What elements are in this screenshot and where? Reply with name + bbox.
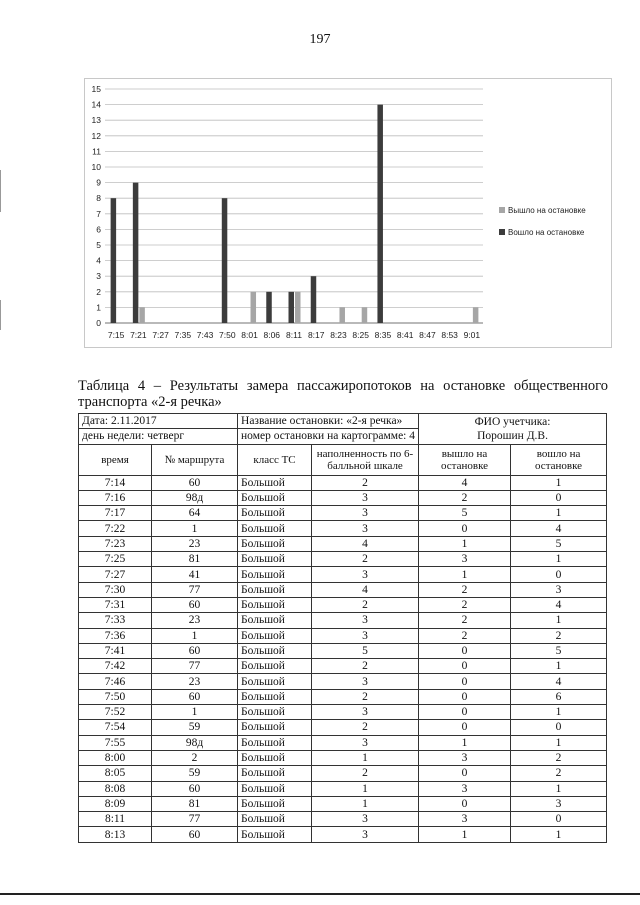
scan-margin-mark — [0, 300, 1, 330]
cell-fullness: 3 — [312, 506, 419, 521]
counter-cell — [419, 414, 607, 445]
y-tick-label: 11 — [92, 146, 101, 157]
cell-fullness: 2 — [312, 597, 419, 612]
cell-class: Большой — [238, 506, 312, 521]
x-tick-label: 7:15 — [107, 330, 125, 340]
y-tick-label: 3 — [96, 271, 101, 282]
cell-exited: 2 — [419, 628, 511, 643]
cell-route: 81 — [152, 796, 238, 811]
cell-time: 7:42 — [79, 659, 152, 674]
page-bottom-rule — [0, 893, 640, 895]
chart-legend — [499, 199, 586, 243]
y-tick-label: 7 — [96, 208, 101, 219]
cell-class: Большой — [238, 689, 312, 704]
cell-route: 2 — [152, 750, 238, 765]
cell-fullness: 3 — [312, 613, 419, 628]
cell-exited: 2 — [419, 582, 511, 597]
cell-fullness: 4 — [312, 536, 419, 551]
legend-item-entered — [499, 221, 586, 243]
y-tick-label: 2 — [96, 286, 101, 297]
table-row — [79, 597, 607, 612]
table-row — [79, 490, 607, 505]
cell-exited: 0 — [419, 689, 511, 704]
cell-fullness: 3 — [312, 490, 419, 505]
table-row — [79, 735, 607, 750]
table-row — [79, 521, 607, 536]
y-tick-label: 10 — [91, 162, 101, 172]
cell-fullness: 5 — [312, 643, 419, 658]
table-row — [79, 750, 607, 765]
x-tick-label: 8:17 — [307, 330, 325, 340]
cell-exited: 3 — [419, 552, 511, 567]
bar-entered — [311, 276, 317, 323]
table-row — [79, 689, 607, 704]
cell-route: 23 — [152, 536, 238, 551]
table-row — [79, 552, 607, 567]
table-row — [79, 674, 607, 689]
table-caption — [78, 378, 608, 410]
cell-time: 8:13 — [79, 827, 152, 842]
cell-route: 1 — [152, 521, 238, 536]
table-row — [79, 567, 607, 582]
cell-class: Большой — [238, 674, 312, 689]
legend-label-entered: Вошло на остановке — [508, 227, 585, 237]
bar-entered — [133, 183, 139, 323]
table-row — [79, 766, 607, 781]
table-row — [79, 536, 607, 551]
cell-class: Большой — [238, 812, 312, 827]
cell-exited: 3 — [419, 781, 511, 796]
cell-exited: 1 — [419, 735, 511, 750]
cell-fullness: 3 — [312, 628, 419, 643]
y-tick-label: 13 — [91, 115, 101, 126]
x-tick-label: 7:21 — [130, 330, 147, 340]
bar-exited — [251, 292, 257, 323]
bar-exited — [139, 307, 145, 323]
x-tick-label: 8:47 — [419, 330, 436, 340]
table-row — [79, 475, 607, 490]
x-tick-label: 8:06 — [263, 330, 281, 340]
cell-class: Большой — [238, 643, 312, 658]
table-row — [79, 613, 607, 628]
cell-entered: 0 — [511, 567, 607, 582]
cell-time: 7:50 — [79, 689, 152, 704]
x-tick-label: 8:23 — [330, 330, 347, 340]
table-row — [79, 705, 607, 720]
cell-time: 7:31 — [79, 597, 152, 612]
col-header-entered: вошло на остановке — [511, 444, 607, 475]
cell-time: 7:27 — [79, 567, 152, 582]
page-number: 197 — [309, 32, 331, 47]
cell-route: 59 — [152, 766, 238, 781]
cell-entered: 1 — [511, 552, 607, 567]
cell-entered: 1 — [511, 735, 607, 750]
y-tick-label: 8 — [96, 193, 101, 204]
x-tick-label: 8:41 — [396, 330, 414, 340]
cell-entered: 1 — [511, 506, 607, 521]
cell-time: 7:41 — [79, 643, 152, 658]
cell-class: Большой — [238, 597, 312, 612]
cell-fullness: 2 — [312, 766, 419, 781]
cell-class: Большой — [238, 705, 312, 720]
legend-swatch-exited — [499, 207, 505, 213]
chart-frame — [84, 78, 612, 348]
cell-time: 8:05 — [79, 766, 152, 781]
x-tick-label: 9:01 — [463, 330, 481, 340]
cell-time: 7:14 — [79, 475, 152, 490]
passenger-flow-table — [78, 413, 607, 843]
cell-fullness: 3 — [312, 521, 419, 536]
cell-route: 98д — [152, 490, 238, 505]
cell-class: Большой — [238, 781, 312, 796]
legend-swatch-entered — [499, 229, 505, 235]
cell-fullness: 3 — [312, 674, 419, 689]
cell-entered: 1 — [511, 705, 607, 720]
table-row — [79, 643, 607, 658]
cell-exited: 1 — [419, 827, 511, 842]
y-tick-label: 0 — [96, 318, 101, 328]
cell-fullness: 3 — [312, 705, 419, 720]
col-header-fullness: наполненность по 6-балльной шкале — [312, 444, 419, 475]
y-tick-label: 5 — [96, 240, 101, 250]
cell-route: 77 — [152, 582, 238, 597]
cell-time: 7:22 — [79, 521, 152, 536]
cell-entered: 4 — [511, 674, 607, 689]
cell-time: 7:25 — [79, 552, 152, 567]
table-row — [79, 582, 607, 597]
cell-class: Большой — [238, 567, 312, 582]
y-tick-label: 9 — [96, 177, 101, 188]
cell-exited: 2 — [419, 597, 511, 612]
col-header-exited: вышло на остановке — [419, 444, 511, 475]
legend-label-exited: Вышло на остановке — [508, 205, 586, 215]
x-tick-label: 8:01 — [241, 330, 258, 340]
cell-fullness: 3 — [312, 735, 419, 750]
cell-entered: 0 — [511, 812, 607, 827]
cell-time: 7:46 — [79, 674, 152, 689]
cell-class: Большой — [238, 766, 312, 781]
cell-time: 8:11 — [79, 812, 152, 827]
bar-exited — [295, 292, 301, 323]
cell-class: Большой — [238, 536, 312, 551]
table-row — [79, 812, 607, 827]
cell-exited: 0 — [419, 720, 511, 735]
cell-class: Большой — [238, 750, 312, 765]
table-row — [79, 720, 607, 735]
cell-route: 60 — [152, 689, 238, 704]
cell-class: Большой — [238, 735, 312, 750]
legend-item-exited — [499, 199, 586, 221]
col-header-class: класс ТС — [238, 444, 312, 475]
cell-time: 8:09 — [79, 796, 152, 811]
table-header-row — [79, 444, 607, 475]
cell-class: Большой — [238, 796, 312, 811]
x-tick-label: 7:43 — [196, 330, 214, 340]
cell-class: Большой — [238, 475, 312, 490]
cell-fullness: 2 — [312, 659, 419, 674]
cell-route: 60 — [152, 827, 238, 842]
y-tick-label: 4 — [96, 255, 101, 266]
cell-route: 77 — [152, 659, 238, 674]
cell-route: 81 — [152, 552, 238, 567]
cell-exited: 3 — [419, 750, 511, 765]
bar-entered — [289, 292, 295, 323]
cell-entered: 1 — [511, 781, 607, 796]
cell-class: Большой — [238, 659, 312, 674]
cell-class: Большой — [238, 552, 312, 567]
cell-class: Большой — [238, 720, 312, 735]
cell-exited: 0 — [419, 674, 511, 689]
cell-time: 7:30 — [79, 582, 152, 597]
cell-entered: 5 — [511, 643, 607, 658]
caption-line-1: Таблица 4 – Результаты замера пассажиропотоков на остановке общественного — [78, 378, 608, 394]
cell-route: 23 — [152, 674, 238, 689]
cell-entered: 2 — [511, 750, 607, 765]
bar-entered — [222, 198, 228, 323]
x-tick-label: 8:53 — [441, 330, 458, 340]
cell-exited: 4 — [419, 475, 511, 490]
cell-time: 7:54 — [79, 720, 152, 735]
cell-class: Большой — [238, 613, 312, 628]
cell-time: 7:52 — [79, 705, 152, 720]
counter-label: ФИО учетчика: — [474, 415, 551, 428]
cell-time: 7:17 — [79, 506, 152, 521]
y-tick-label: 15 — [91, 84, 101, 94]
cell-time: 8:00 — [79, 750, 152, 765]
col-header-route: № маршрута — [152, 444, 238, 475]
cell-time: 7:23 — [79, 536, 152, 551]
cell-entered: 1 — [511, 475, 607, 490]
bar-entered — [266, 292, 272, 323]
cell-route: 41 — [152, 567, 238, 582]
cell-exited: 0 — [419, 659, 511, 674]
bar-exited — [339, 307, 345, 323]
stop-number-cell: номер остановки на картограмме: 4 — [238, 429, 419, 444]
y-tick-label: 12 — [91, 130, 101, 141]
x-tick-label: 7:50 — [219, 330, 236, 340]
cell-class: Большой — [238, 628, 312, 643]
table-row — [79, 827, 607, 842]
cell-exited: 0 — [419, 521, 511, 536]
cell-exited: 0 — [419, 643, 511, 658]
scan-margin-mark — [0, 170, 1, 212]
cell-entered: 4 — [511, 597, 607, 612]
cell-time: 8:08 — [79, 781, 152, 796]
cell-fullness: 1 — [312, 781, 419, 796]
cell-entered: 1 — [511, 827, 607, 842]
bar-exited — [362, 307, 368, 323]
table-row — [79, 796, 607, 811]
cell-fullness: 4 — [312, 582, 419, 597]
x-tick-label: 8:35 — [374, 330, 392, 340]
cell-time: 7:33 — [79, 613, 152, 628]
cell-route: 60 — [152, 597, 238, 612]
cell-fullness: 1 — [312, 796, 419, 811]
cell-fullness: 1 — [312, 750, 419, 765]
cell-entered: 2 — [511, 628, 607, 643]
cell-exited: 1 — [419, 536, 511, 551]
cell-exited: 0 — [419, 705, 511, 720]
cell-fullness: 2 — [312, 689, 419, 704]
cell-entered: 3 — [511, 582, 607, 597]
cell-entered: 0 — [511, 490, 607, 505]
cell-class: Большой — [238, 582, 312, 597]
cell-fullness: 3 — [312, 567, 419, 582]
cell-route: 1 — [152, 705, 238, 720]
cell-route: 77 — [152, 812, 238, 827]
col-header-time: время — [79, 444, 152, 475]
cell-class: Большой — [238, 827, 312, 842]
cell-entered: 3 — [511, 796, 607, 811]
stop-name-cell: Название остановки: «2-я речка» — [238, 414, 419, 429]
weekday-cell: день недели: четверг — [79, 429, 238, 444]
cell-exited: 0 — [419, 766, 511, 781]
bar-exited — [473, 307, 479, 323]
cell-fullness: 2 — [312, 720, 419, 735]
cell-entered: 4 — [511, 521, 607, 536]
cell-exited: 3 — [419, 812, 511, 827]
x-tick-label: 8:25 — [352, 330, 369, 340]
cell-entered: 2 — [511, 766, 607, 781]
cell-route: 59 — [152, 720, 238, 735]
cell-class: Большой — [238, 521, 312, 536]
cell-class: Большой — [238, 490, 312, 505]
bar-entered — [111, 198, 117, 323]
cell-exited: 0 — [419, 796, 511, 811]
bar-entered — [377, 105, 383, 323]
caption-line-2: транспорта «2-я речка» — [78, 394, 222, 410]
y-tick-label: 1 — [96, 302, 101, 313]
table-row — [79, 506, 607, 521]
cell-exited: 1 — [419, 567, 511, 582]
cell-exited: 2 — [419, 613, 511, 628]
x-tick-label: 8:11 — [286, 330, 302, 340]
cell-exited: 5 — [419, 506, 511, 521]
cell-entered: 6 — [511, 689, 607, 704]
cell-fullness: 3 — [312, 827, 419, 842]
cell-exited: 2 — [419, 490, 511, 505]
cell-route: 60 — [152, 475, 238, 490]
cell-route: 98д — [152, 735, 238, 750]
cell-time: 7:16 — [79, 490, 152, 505]
y-tick-label: 14 — [91, 99, 101, 110]
cell-route: 60 — [152, 643, 238, 658]
cell-entered: 5 — [511, 536, 607, 551]
cell-entered: 1 — [511, 613, 607, 628]
cell-route: 60 — [152, 781, 238, 796]
x-tick-label: 7:35 — [174, 330, 192, 340]
cell-route: 23 — [152, 613, 238, 628]
cell-route: 64 — [152, 506, 238, 521]
x-tick-label: 7:27 — [152, 330, 169, 340]
y-tick-label: 6 — [96, 224, 101, 235]
cell-route: 1 — [152, 628, 238, 643]
cell-fullness: 3 — [312, 812, 419, 827]
cell-entered: 0 — [511, 720, 607, 735]
date-cell: Дата: 2.11.2017 — [79, 414, 238, 429]
cell-entered: 1 — [511, 659, 607, 674]
cell-time: 7:36 — [79, 628, 152, 643]
cell-fullness: 2 — [312, 475, 419, 490]
table-row — [79, 781, 607, 796]
cell-fullness: 2 — [312, 552, 419, 567]
counter-name: Порошин Д.В. — [477, 429, 548, 442]
table-row — [79, 659, 607, 674]
table-row — [79, 628, 607, 643]
cell-time: 7:55 — [79, 735, 152, 750]
